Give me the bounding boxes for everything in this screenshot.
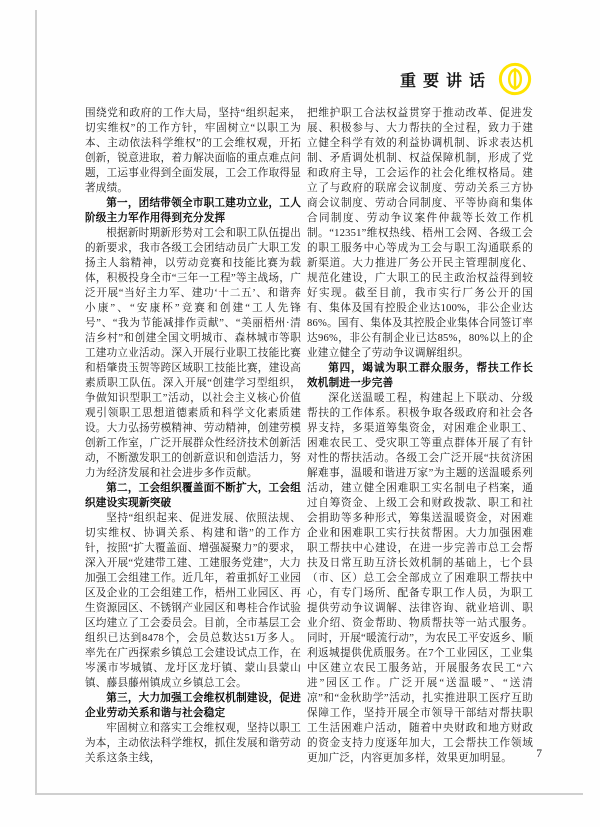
- header-title: 重要讲话: [399, 72, 492, 90]
- left-text-column: [85, 106, 301, 766]
- paragraph: 深化送温暖工程，构建起上下联动、分级帮扶的工作体系。积极争取各级政府和社会各界支持，多渠道筹集资金，对困难企业职工、困难农民工、受灾职工等重点群体开展了有针对性的帮扶活动。各级工会广泛开展“扶贫济困解难事，温暖和谐进万家”为主题的送温暖系列活动，建立健全困难职工实名制电子档案，通过自筹资金、上级工会和财政拨款、职工和社会捐助等多种形式，筹集送温暖资金，对困难企业和困难职工实行扶贫帮困。大力加强困难职工帮扶中心建设，在进一步完善市总工会帮扶及日常互助互济长效机制的基础上，七个县（市、区）总工会全部成立了困难职工帮扶中心，有专门场所、配备专职工作人员，为职工提供劳动争议调解、法律咨询、就业培训、职业介绍、资金帮助、物质帮扶等一站式服务。同时，开展“暖流行动”，为农民工平安返乡、顺利返城提供优质服务。在7个工业园区，工业集中区建立农民工服务站，开展服务农民工“六进”园区工作。广泛开展“送温暖”、“送清凉”和“金秋助学”活动，扎实推进职工医疗互助保障工作，坚持开展全市领导干部结对帮扶职工生活困难户活动，随着中央财政和地方财政的资金支持力度逐年加大，工会帮扶工作领域更加广泛，内容更加多样，效果更加明显。: [307, 393, 533, 764]
- scan-frame-bottom: [35, 793, 583, 795]
- paragraph: 坚持“组织起来、促进发展、依照法规、切实维权、协调关系、构建和谐”的工作方针，按照“扩大覆盖面、增强凝聚力”的要求，深入开展“党建带工建、工建服务党建”，大力加强工会组建工作。近几年，着重抓好工业园区及企业的工会组建工作，梧州工业园区、再生资源园区、不锈钢产业园区和粤桂合作试验区均建立了工会委员会。目前，全市基层工会组织已达到8478个，会员总数达51万多人。率先在广西探索乡镇总工会建设试点工作，在岑溪市岑城镇、龙圩区龙圩镇、蒙山县蒙山镇、藤县藤州镇成立乡镇总工会。: [85, 513, 301, 689]
- union-emblem-icon: [498, 62, 532, 96]
- right-text-column: [307, 106, 533, 766]
- paragraph: 把维护职工合法权益贯穿于推动改革、促进发展、积极参与、大力帮扶的全过程，致力于建立健全科学有效的利益协调机制、诉求表达机制、矛盾调处机制、权益保障机制，形成了党和政府主导，工会运作的社会化维权格局。建立了与政府的联席会议制度、劳动关系三方协商会议制度、劳动合同制度、平等协商和集体合同制度、劳动争议案件仲裁等长效工作机制。“12351”维权热线、梧州工会网、各级工会的职工服务中心等成为工会与职工沟通联系的新渠道。大力推进厂务公开民主管理制度化、规范化建设，广大职工的民主政治权益得到较好实现。截至目前，我市实行厂务公开的国有、集体及国有控股企业达100%，非公企业达86%。国有、集体及其控股企业集体合同签订率达96%，非公有制企业已达85%，80%以上的企业建立健全了劳动争议调解组织。: [307, 108, 533, 359]
- paragraph: 牢固树立和落实工会维权观，坚持以职工为本，主动依法科学维权，抓住发展和谐劳动关系这条主线，: [85, 723, 301, 764]
- section-heading-3: 第三，大力加强工会维权机制建设，促进企业劳动关系和谐与社会稳定: [85, 692, 301, 719]
- scan-frame-left: [35, 10, 37, 795]
- page-header: [400, 62, 532, 96]
- section-heading-2: 第二，工会组织覆盖面不断扩大，工会组织建设实现新突破: [85, 482, 301, 509]
- page-number: 7: [536, 748, 542, 760]
- paragraph: 根据新时期新形势对工会和职工队伍提出的新要求，我市各级工会团结动员广大职工发扬主人翁精神，以劳动竞赛和技能比赛为载体，积极投身全市“三年一工程”等主战场，广泛开展“当好主力军、建功‘十二五’、和谐奔小康”、“安康杯”竞赛和创建“工人先锋号”、“我为节能减排作贡献”、“美丽梧州·清洁乡村”和创建全国文明城市、森林城市等职工建功立业活动。深入开展行业职工技能比赛和梧肇贵玉贺等跨区域职工技能比赛，建设高素质职工队伍。深入开展“创建学习型组织，争做知识型职工”活动，以社会主义核心价值观引领职工思想道德素质和科学文化素质建设。大力弘扬劳模精神、劳动精神，创建劳模创新工作室，广泛开展群众性经济技术创新活动，不断激发职工的创新意识和创造活力，努力为经济发展和社会进步多作贡献。: [85, 228, 301, 479]
- section-heading-1: 第一，团结带领全市职工建功立业，工人阶级主力军作用得到充分发挥: [85, 197, 301, 224]
- section-heading-4: 第四，竭诚为职工群众服务，帮扶工作长效机制进一步完善: [307, 362, 533, 389]
- paragraph: 围绕党和政府的工作大局，坚持“组织起来，切实维权”的工作方针，牢固树立“以职工为本、主动依法科学维权”的工会维权观，开拓创新，锐意进取，着力解决面临的重点难点问题，工运事业得到全面发展，工会工作取得显著成绩。: [85, 108, 301, 194]
